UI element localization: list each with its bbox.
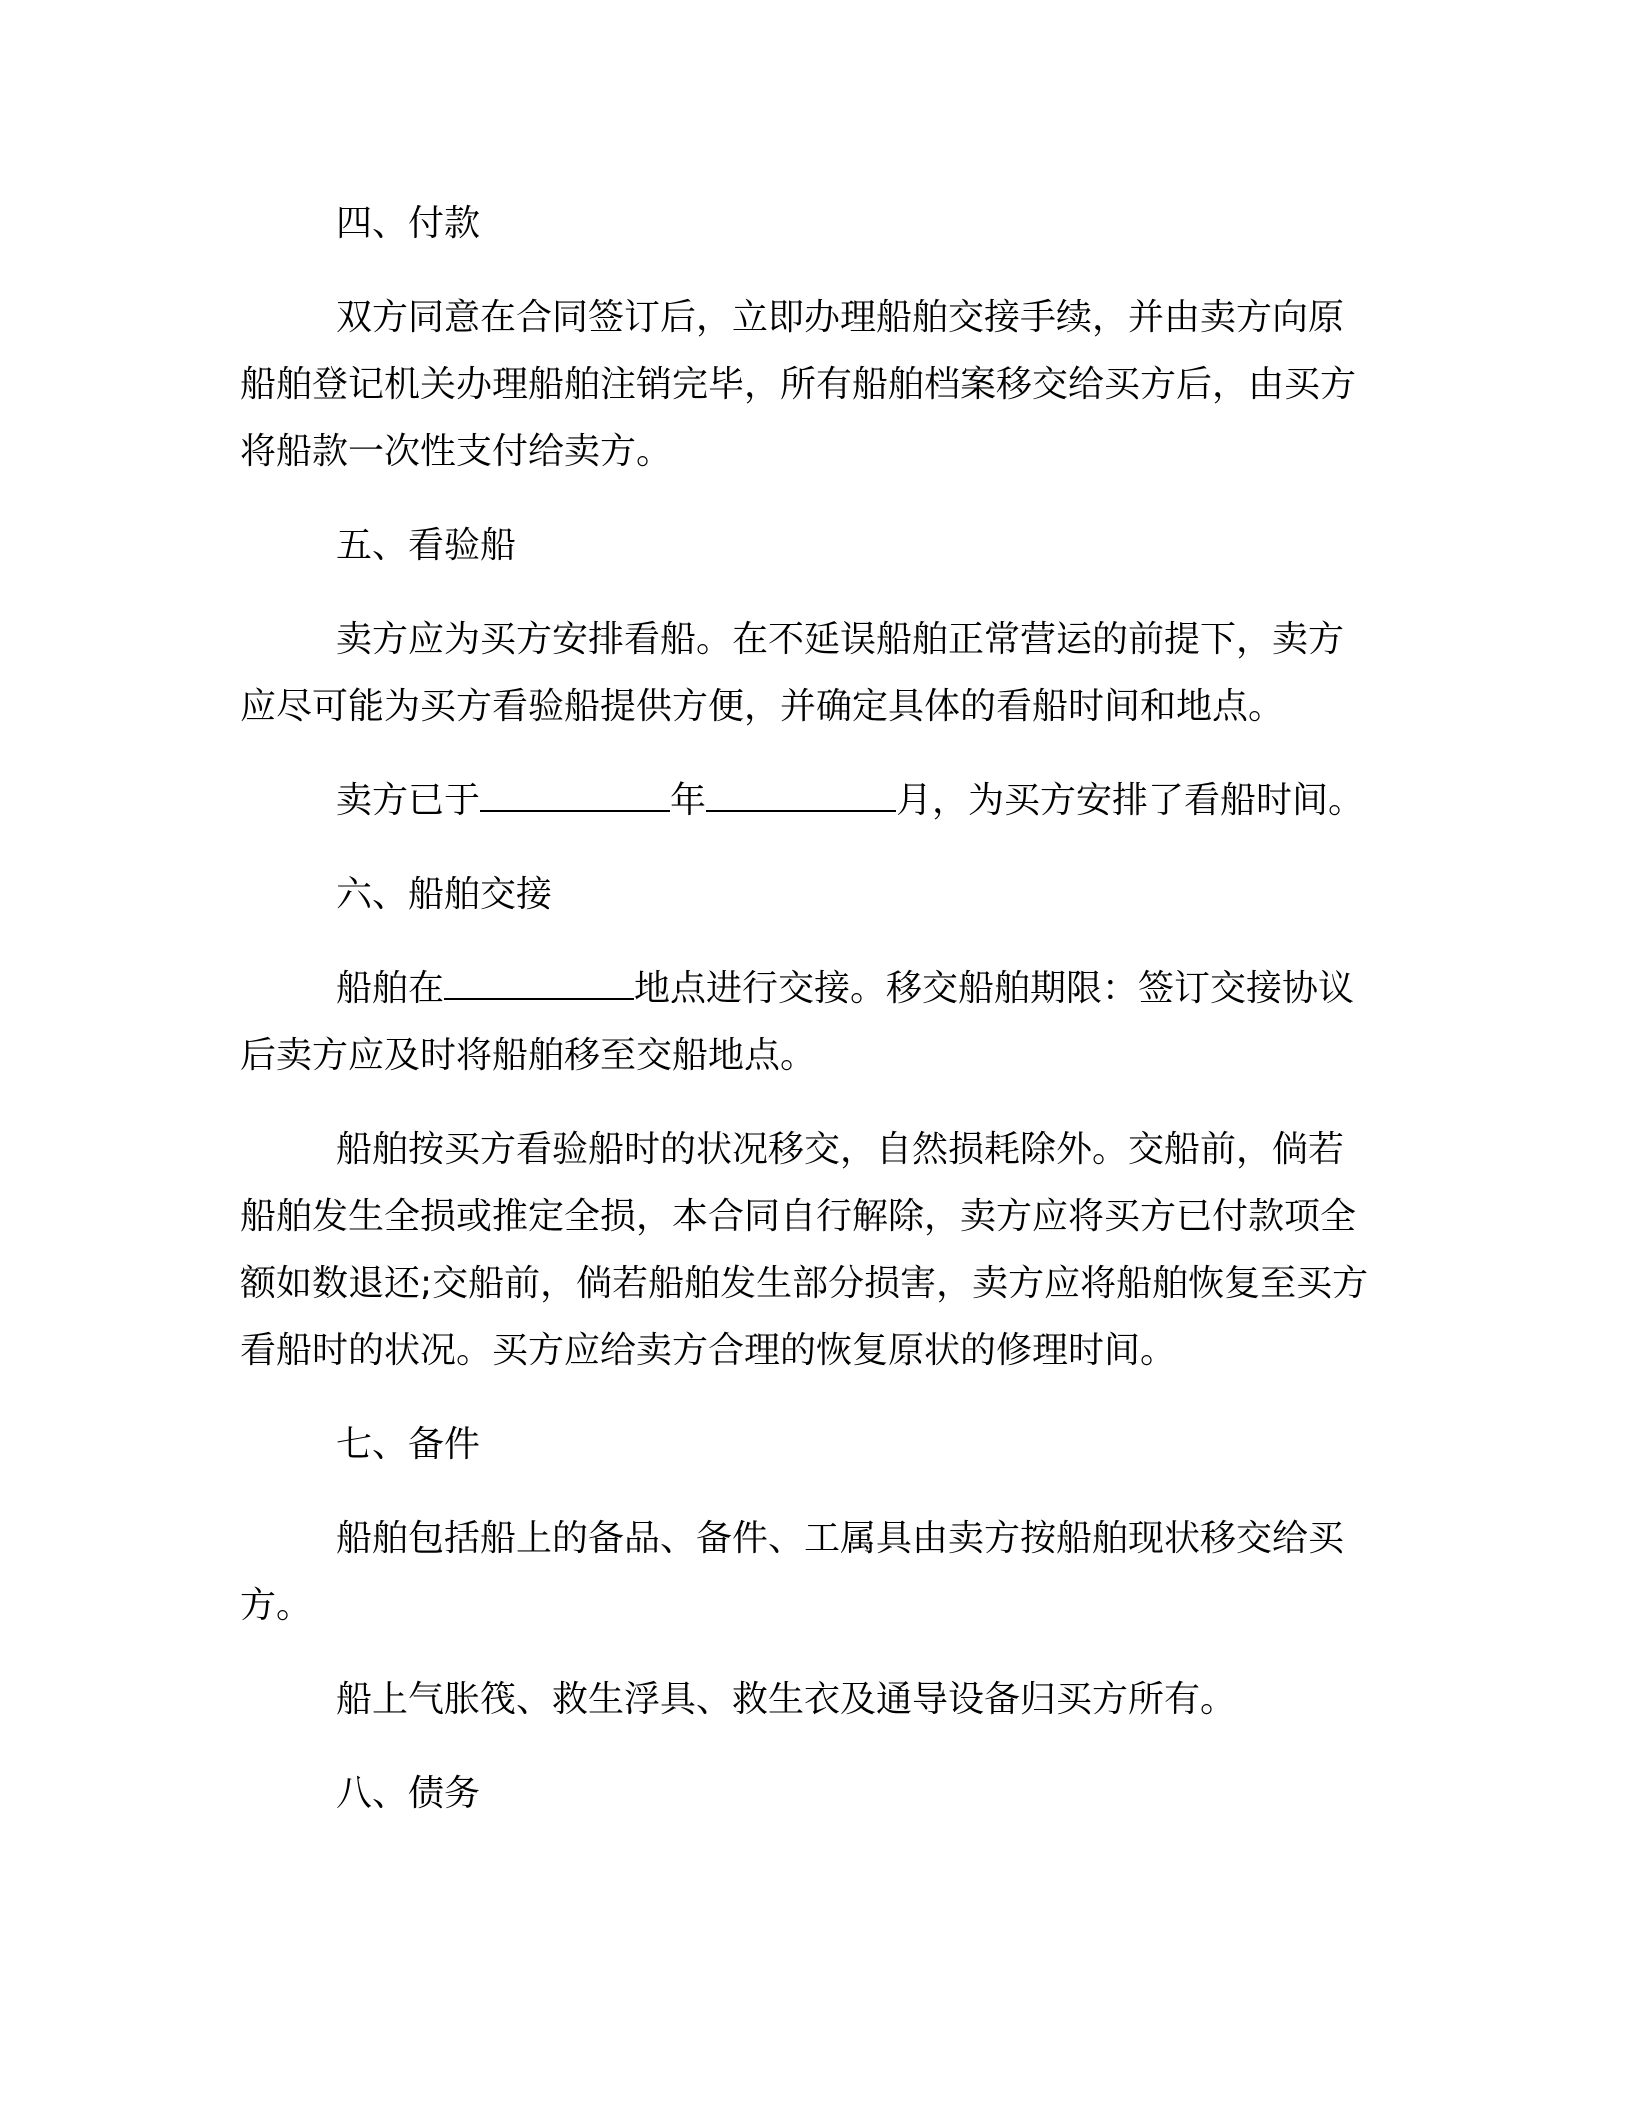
inspection-date-middle: 年 — [670, 780, 707, 821]
inspection-date-suffix: 月，为买方安排了看船时间。 — [896, 780, 1365, 821]
location-blank[interactable] — [444, 968, 634, 1000]
section-heading-handover: 六、船舶交接 — [336, 874, 553, 915]
paragraph-handover-condition: 船舶按买方看验船时的状况移交，自然损耗除外。交船前，倘若船舶发生全损或推定全损，本合同自行解除，卖方应将买方已付款项全额如数退还;交船前，倘若船舶发生部分损害，卖方应将船舶恢复至买方看船时的状况。买方应给卖方合理的恢复原状的修理时间。 — [240, 1129, 1369, 1371]
handover-prefix: 船舶在 — [336, 968, 445, 1009]
year-blank[interactable] — [480, 780, 670, 812]
paragraph-payment: 双方同意在合同签订后，立即办理船舶交接手续，并由卖方向原船舶登记机关办理船舶注销完毕，所有船舶档案移交给买方后，由买方将船款一次性支付给卖方。 — [240, 297, 1357, 472]
paragraph-spare-parts: 船舶包括船上的备品、备件、工属具由卖方按船舶现状移交给买方。 — [240, 1518, 1345, 1626]
section-heading-spare-parts: 七、备件 — [336, 1424, 481, 1465]
month-blank[interactable] — [706, 780, 896, 812]
section-heading-inspection: 五、看验船 — [336, 525, 517, 566]
inspection-date-prefix: 卖方已于 — [336, 780, 481, 821]
handover-suffix: 地点进行交接。移交船舶期限：签订交接协议后卖方应及时将船舶移至交船地点。 — [240, 968, 1355, 1076]
paragraph-inspection: 卖方应为买方安排看船。在不延误船舶正常营运的前提下，卖方应尽可能为买方看验船提供方便，并确定具体的看船时间和地点。 — [240, 619, 1345, 727]
paragraph-safety-equipment: 船上气胀筏、救生浮具、救生衣及通导设备归买方所有。 — [336, 1679, 1237, 1720]
paragraph-handover-location — [240, 955, 1370, 1089]
paragraph-inspection-date — [240, 767, 1370, 834]
section-heading-payment: 四、付款 — [336, 203, 481, 244]
document-page — [240, 190, 1370, 1827]
section-heading-debts: 八、债务 — [336, 1773, 481, 1814]
